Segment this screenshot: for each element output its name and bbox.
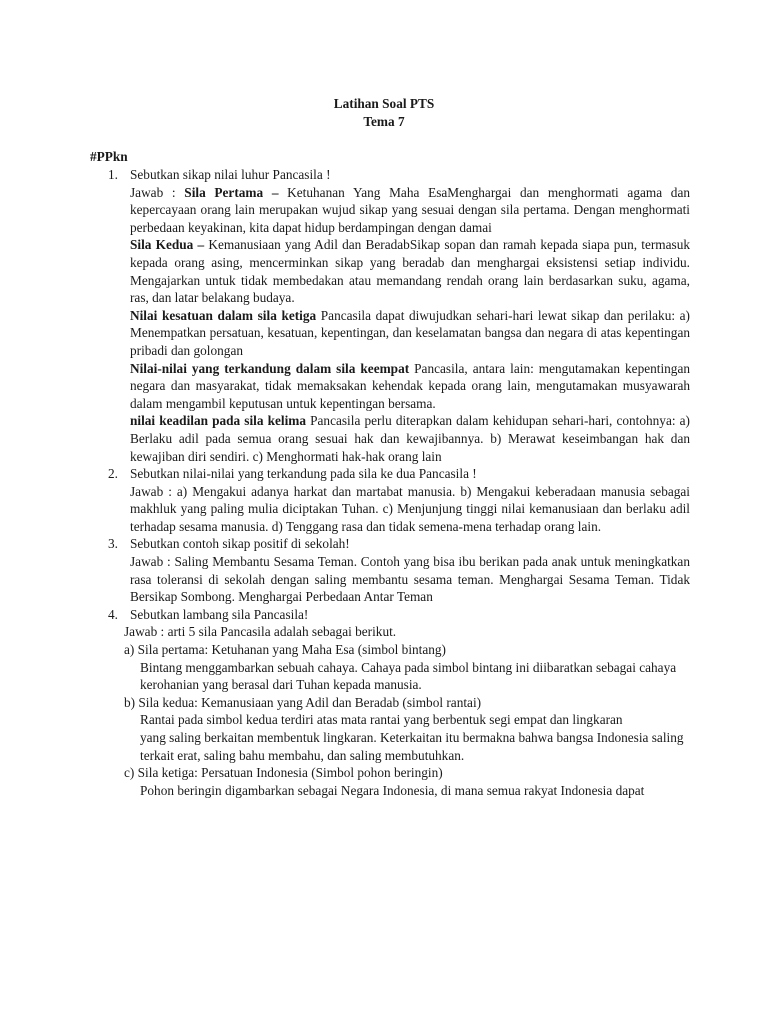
sub-item-a (124, 641, 690, 694)
sub-item-b (124, 694, 690, 764)
question-1 (90, 166, 690, 465)
doc-subtitle: Tema 7 (363, 114, 405, 129)
answer-bold: Sila Kedua – (130, 237, 205, 253)
answer-paragraph (130, 412, 690, 465)
question-text: Sebutkan contoh sikap positif di sekolah! (130, 536, 350, 552)
question-text: Sebutkan nilai-nilai yang terkandung pada sila ke dua Pancasila ! (130, 466, 477, 482)
question-number: 3. (108, 536, 118, 552)
sub-item-description: Bintang menggambarkan sebuah cahaya. Cahaya pada simbol bintang ini diibaratkan sebagai cahaya kerohanian yang berasal dari Tuhan kepada manusia. (140, 659, 677, 693)
question-list (90, 166, 690, 799)
sub-item-description: yang saling berkaitan membentuk lingkaran. Keterkaitan itu bermakna bahwa bangsa Indonesia saling terkait erat, saling bahu membahu, dan saling membutuhkan. (140, 730, 684, 763)
answer-prefix: Jawab : (130, 184, 185, 200)
sub-item-c (124, 764, 690, 799)
answer-bold: Sila Pertama – (184, 184, 279, 200)
doc-title: Latihan Soal PTS (333, 96, 435, 111)
answer-paragraph (130, 307, 690, 360)
answer-bold: nilai keadilan pada sila kelima (130, 413, 307, 429)
question-text: Sebutkan sikap nilai luhur Pancasila ! (130, 167, 331, 182)
question-number: 2. (108, 466, 118, 482)
sub-item-label: c) Sila ketiga: Persatuan Indonesia (Simbol pohon beringin) (124, 765, 443, 781)
answer-paragraph (130, 360, 690, 413)
question-number: 1. (108, 167, 118, 182)
answer-intro: Jawab : arti 5 sila Pancasila adalah sebagai berikut. (124, 624, 397, 640)
question-text: Sebutkan lambang sila Pancasila! (130, 606, 309, 622)
answer-paragraph: Jawab : Saling Membantu Sesama Teman. Contoh yang bisa ibu berikan pada anak untuk meningkatkan rasa toleransi di sekolah dengan saling membantu sesama teman. Menghargai Sesama Teman. Tidak Bersikap Sombong. Menghargai Perbedaan Antar Teman (130, 554, 690, 605)
answer-text: Pancasila dapat diwujudkan sehari-hari lewat sikap dan perilaku: a) Menempatkan persatuan, kesatuan, kepentingan, dan keselamatan bangsa dan negara di atas kepentingan pribadi dan golongan (130, 307, 690, 358)
answer-text: Pancasila perlu diterapkan dalam kehidupan sehari-hari, contohnya: a) Berlaku adil pada semua orang sesuai hak dan kewajibannya. b) Merawat keseimbangan hak dan kewajiban diri sendiri. c) Menghormati hak-hak orang lain (130, 413, 690, 464)
answer-bold: Nilai kesatuan dalam sila ketiga (130, 307, 317, 323)
question-4 (90, 606, 690, 800)
answer-paragraph (130, 184, 690, 237)
answer-paragraph: Jawab : a) Mengakui adanya harkat dan martabat manusia. b) Mengakui keberadaan manusia sebagai makhluk yang paling mulia diciptakan Tuhan. c) Menjunjung tinggi nilai kemanusiaan dan berlaku adil terhadap sesama manusia. d) Tenggang rasa dan tidak semena-mena terhadap orang lain. (130, 483, 690, 534)
answer-text: Pancasila, antara lain: mengutamakan kepentingan negara dan masyarakat, tidak memaksakan kehendak kepada orang lain, mengutamakan musyawarah dalam mengambil keputusan untuk kepentingan bersama. (130, 360, 691, 411)
sub-item-label: b) Sila kedua: Kemanusiaan yang Adil dan Beradab (simbol rantai) (124, 694, 482, 710)
question-3 (90, 535, 690, 605)
answer-text: Ketuhanan Yang Maha EsaMenghargai dan menghormati agama dan kepercayaan orang lain merupakan wujud sikap yang sesuai dengan sila pertama. Dengan menghormati perbedaan keyakinan, kita dapat hidup berdampingan dengan damai (130, 184, 690, 235)
sub-item-description: Pohon beringin digambarkan sebagai Negara Indonesia, di mana semua rakyat Indonesia dapat (140, 782, 645, 798)
question-number: 4. (108, 606, 118, 622)
sub-item-label: a) Sila pertama: Ketuhanan yang Maha Esa (simbol bintang) (124, 642, 446, 658)
answer-text: Kemanusiaan yang Adil dan BeradabSikap sopan dan ramah kepada siapa pun, termasuk kepada orang asing, mencerminkan sikap yang beradab dan menghargai eksistensi setiap individu. Mengajarkan untuk tidak membedakan atau memandang rendah orang lain berdasarkan suku, agama, ras, dan latar belakang budaya. (130, 237, 690, 306)
answer-bold: Nilai-nilai yang terkandung dalam sila keempat (130, 360, 410, 376)
sub-item-description: Rantai pada simbol kedua terdiri atas mata rantai yang berbentuk segi empat dan lingkaran (140, 712, 623, 728)
section-heading: #PPkn (90, 149, 128, 164)
answer-paragraph (130, 236, 690, 306)
question-2 (90, 465, 690, 535)
